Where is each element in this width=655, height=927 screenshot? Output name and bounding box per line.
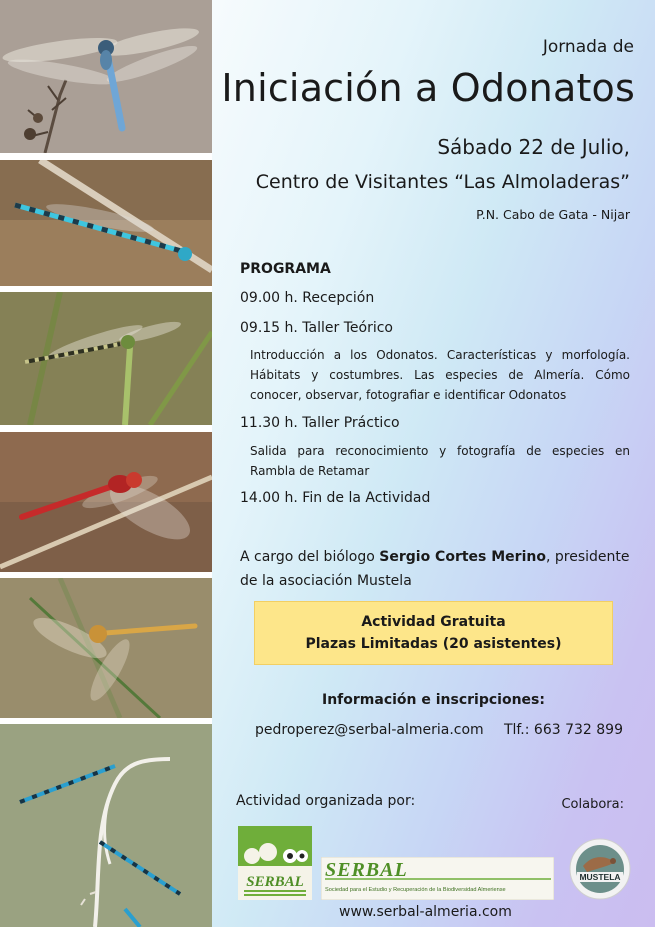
- blue-dragonfly-photo: [0, 0, 212, 153]
- speaker-suffix: , presidente de la asociación Mustela: [240, 549, 630, 589]
- event-kicker: Jornada de: [542, 37, 634, 57]
- svg-text:SERBAL: SERBAL: [246, 874, 304, 890]
- speaker-prefix: A cargo del biólogo: [240, 549, 380, 565]
- svg-text:Sociedad para el Estudio y Rec: Sociedad para el Estudio y Recuperación de la Biodiversidad Almeriense: [325, 887, 506, 893]
- mustela-logo: [569, 838, 631, 900]
- info-heading: Información e inscripciones:: [322, 692, 545, 708]
- blue-damselfly-photo: [0, 160, 212, 286]
- theory-description: Introducción a los Odonatos. Características y morfología. Hábitats y costumbres. Las especies de Almería. Cómo conocer, observar, fotografiar e identificar Odonatos: [250, 348, 630, 402]
- event-date: Sábado 22 de Julio,: [437, 135, 630, 159]
- free-activity-box: [254, 601, 613, 665]
- practice-description: Salida para reconocimiento y fotografía de especies en Rambla de Retamar: [250, 444, 630, 478]
- collaborates-label: Colabora:: [561, 797, 624, 812]
- speaker-name: Sergio Cortes Merino: [379, 549, 546, 565]
- contact-email[interactable]: pedroperez@serbal-almeria.com: [255, 722, 484, 738]
- serbal-logo-square: [238, 826, 312, 900]
- blue-damselflies-photo: [0, 724, 212, 927]
- program-item-practice: 11.30 h. Taller Práctico: [240, 415, 400, 431]
- event-venue: Centro de Visitantes “Las Almoladeras”: [255, 171, 630, 193]
- website-link[interactable]: www.serbal-almeria.com: [339, 904, 512, 920]
- program-heading: PROGRAMA: [240, 261, 331, 277]
- red-dragonfly-photo: [0, 432, 212, 572]
- free-activity-label: Actividad Gratuita: [361, 614, 506, 630]
- program-item-end: 14.00 h. Fin de la Actividad: [240, 490, 431, 506]
- svg-text:SERBAL: SERBAL: [325, 859, 408, 881]
- photo-column: [0, 0, 212, 927]
- program-item-reception: 09.00 h. Recepción: [240, 290, 375, 306]
- speaker-text: [240, 545, 635, 593]
- program-item-theory: 09.15 h. Taller Teórico: [240, 320, 393, 336]
- serbal-logo-wide: [321, 857, 554, 900]
- green-dragonfly-photo: [0, 292, 212, 425]
- page-title: Iniciación a Odonatos: [221, 66, 635, 110]
- contact-phone: Tlf.: 663 732 899: [503, 722, 623, 738]
- svg-text:MUSTELA: MUSTELA: [579, 872, 621, 882]
- limited-places-label: Plazas Limitadas (20 asistentes): [305, 636, 562, 652]
- organized-by-label: Actividad organizada por:: [236, 793, 416, 809]
- event-park: P.N. Cabo de Gata - Nijar: [476, 207, 630, 222]
